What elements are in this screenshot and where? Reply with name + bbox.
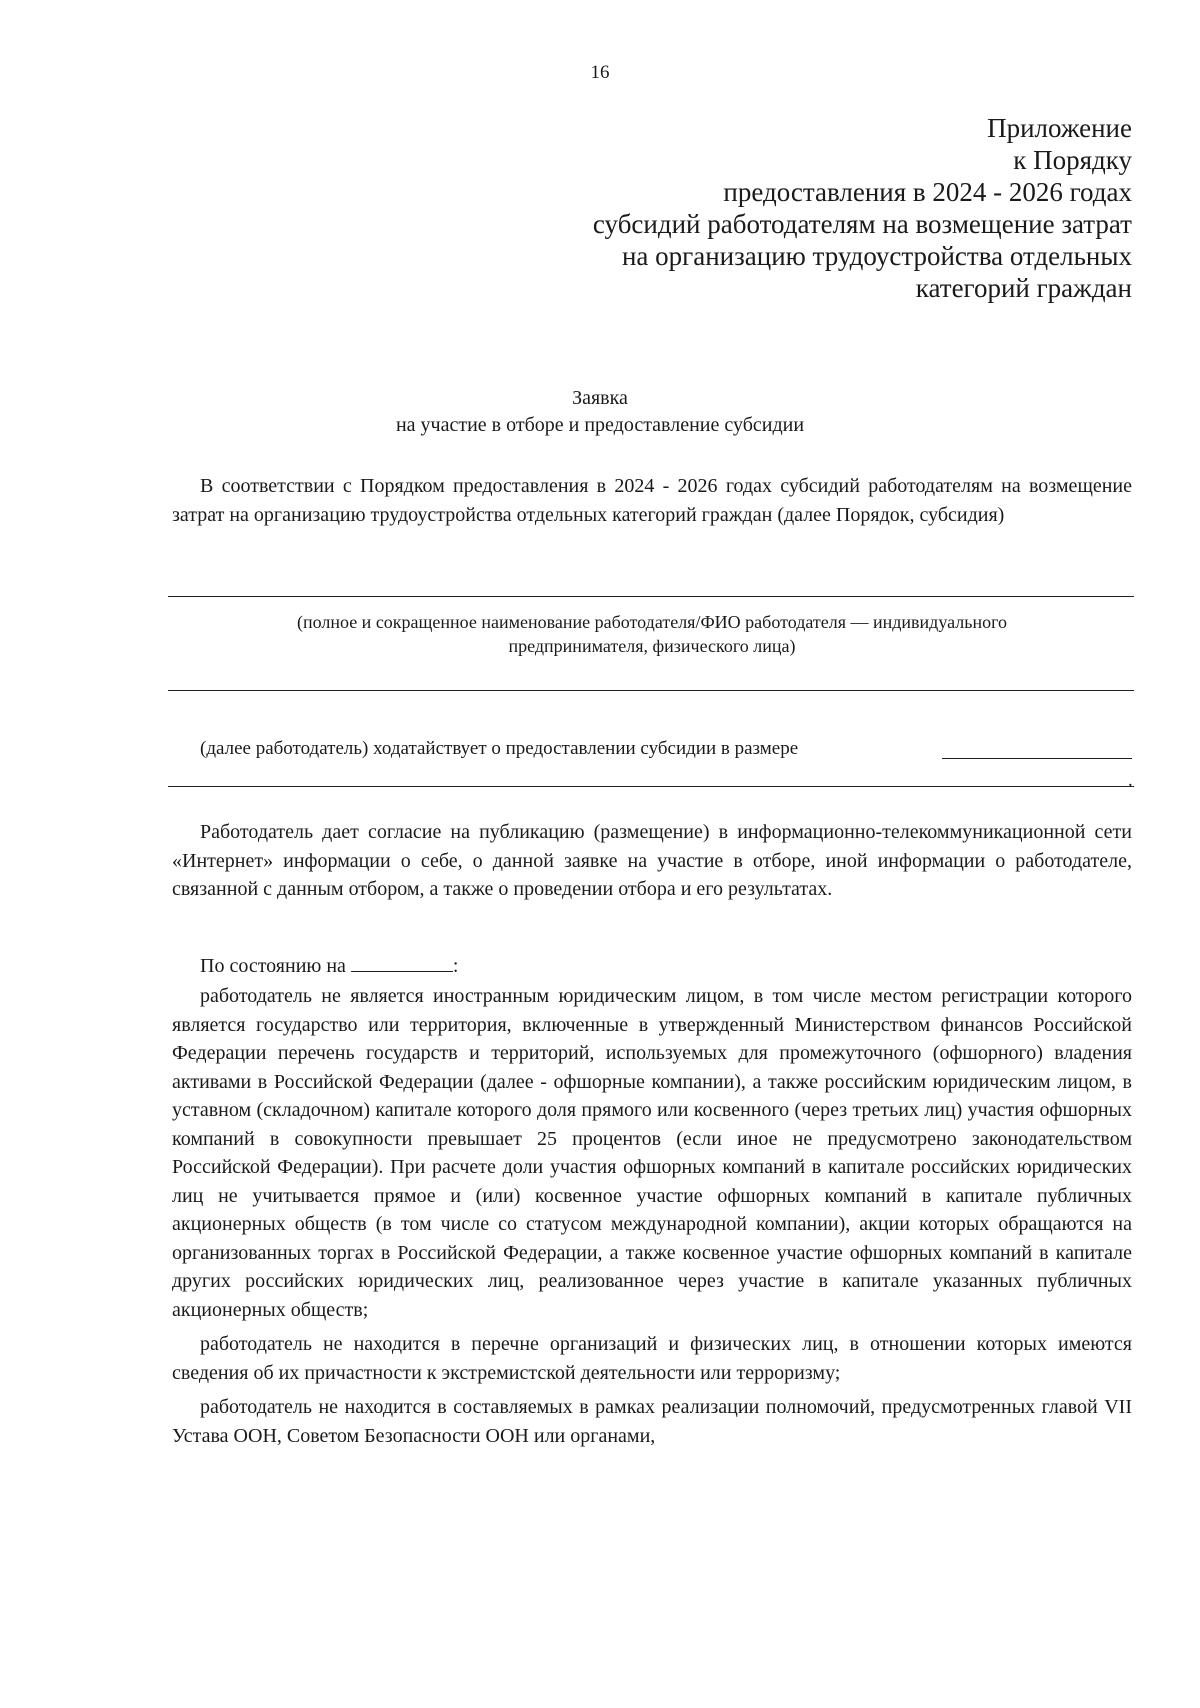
appendix-line: Приложение bbox=[987, 113, 1132, 143]
conditions-section bbox=[172, 982, 1132, 1456]
caption-line-2: предпринимателя, физического лица) bbox=[508, 636, 796, 656]
appendix-line: на организацию трудоустройства отдельных bbox=[621, 241, 1132, 271]
employer-name-field-line-2[interactable] bbox=[168, 690, 1134, 691]
request-text: (далее работодатель) ходатайствует о предоставлении субсидии в размере bbox=[200, 738, 799, 759]
condition-paragraph: работодатель не находится в перечне организаций и физических лиц, в отношении которых имеются сведения об их причастности к экстремистской деятельности или терроризму; bbox=[172, 1333, 1132, 1384]
title-line-2: на участие в отборе и предоставление субсидии bbox=[395, 414, 805, 436]
appendix-line: субсидий работодателям на возмещение затрат bbox=[592, 209, 1132, 239]
subsidy-amount-field[interactable] bbox=[942, 738, 1132, 759]
intro-paragraph: В соответствии с Порядком предоставления в 2024 - 2026 годах субсидий работодателям на возмещение затрат на организацию трудоустройства отдельных категорий граждан (далее Порядок, субсидия) bbox=[172, 475, 1132, 526]
as-of-line bbox=[200, 953, 458, 978]
as-of-date-field[interactable] bbox=[351, 953, 453, 972]
appendix-line: предоставления в 2024 - 2026 годах bbox=[723, 177, 1132, 207]
appendix-line: категорий граждан bbox=[915, 273, 1132, 303]
as-of-suffix: : bbox=[452, 955, 459, 977]
request-line bbox=[200, 738, 1132, 760]
intro-section bbox=[172, 472, 1132, 529]
appendix-header bbox=[492, 112, 1132, 304]
consent-section bbox=[172, 818, 1132, 904]
caption-line-1: (полное и сокращенное наименование работодателя/ФИО работодателя — индивидуального bbox=[296, 612, 1008, 632]
page-number: 16 bbox=[590, 62, 610, 83]
subsidy-amount-field-line-2[interactable] bbox=[168, 786, 1134, 787]
line-end-mark: . bbox=[1128, 770, 1133, 791]
condition-paragraph: работодатель не является иностранным юридическим лицом, в том числе местом регистрации которого является государство или территория, включенные в утвержденный Министерством финансов Российской Федерации перечень государств и территорий, используемых для промежуточного (офшорного) владения активами в Российской Федерации (далее - офшорные компании), а также российским юридическим лицом, в уставном (складочном) капитале которого доля прямого или косвенного (через третьих лиц) участия офшорных компаний в совокупности превышает 25 процентов (если иное не предусмотрено законодательством Российской Федерации). При расчете доли участия офшорных компаний в капитале российских юридических лиц не учитывается прямое и (или) косвенное участие офшорных компаний в капитале публичных акционерных обществ (в том числе со статусом международной компании), акции которых обращаются на организованных торгах в Российской Федерации, а также косвенное участие офшорных компаний в капитале других российских юридических лиц, реализованное через участие в капитале указанных публичных акционерных обществ; bbox=[172, 985, 1132, 1321]
as-of-label: По состоянию на bbox=[200, 955, 346, 977]
document-title bbox=[0, 385, 1200, 439]
condition-paragraph: работодатель не находится в составляемых в рамках реализации полномочий, предусмотренных главой VII Устава ООН, Советом Безопасности ООН или органами, bbox=[172, 1396, 1132, 1447]
appendix-line: к Порядку bbox=[1013, 145, 1132, 175]
employer-name-caption bbox=[172, 610, 1132, 658]
consent-paragraph: Работодатель дает согласие на публикацию (размещение) в информационно-телекоммуникационной сети «Интернет» информации о себе, о данной заявке на участие в отборе, иной информации о работодателе, связанной с данным отбором, а также о проведении отбора и его результатах. bbox=[172, 821, 1132, 900]
employer-name-field-line[interactable] bbox=[168, 596, 1134, 597]
title-line-1: Заявка bbox=[572, 387, 628, 409]
